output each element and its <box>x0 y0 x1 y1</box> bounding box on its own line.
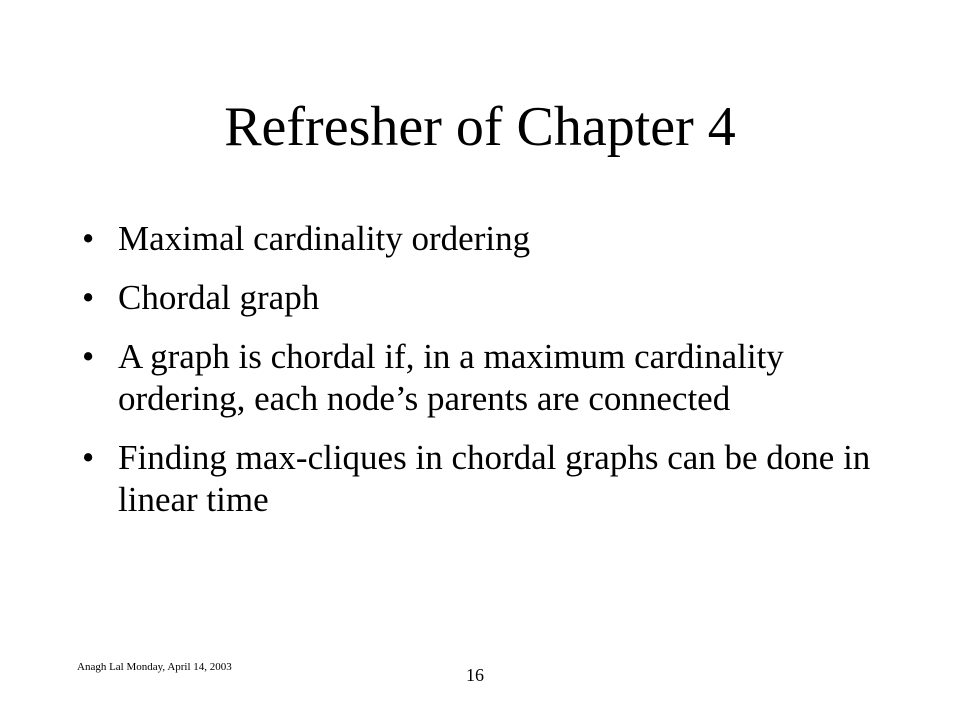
bullet-text: Maximal cardinality ordering <box>118 219 531 258</box>
slide-title: Refresher of Chapter 4 <box>224 96 736 158</box>
bullet-text: A graph is chordal if, in a maximum cardinality ordering, each node’s parents are connected <box>118 337 784 418</box>
bullet-marker: • <box>82 337 95 376</box>
bullet-item <box>82 218 882 260</box>
bullet-item <box>82 277 882 319</box>
bullet-marker: • <box>82 219 95 258</box>
page-number: 16 <box>466 665 484 685</box>
bullet-marker: • <box>82 278 95 317</box>
bullet-marker: • <box>82 438 95 477</box>
bullet-text: Chordal graph <box>118 278 320 317</box>
bullet-item <box>82 437 882 521</box>
bullet-text: Finding max-cliques in chordal graphs can be done in linear time <box>118 438 871 519</box>
footer-author-date: Anagh Lal Monday, April 14, 2003 <box>77 661 232 673</box>
bullet-item <box>82 336 882 420</box>
bullet-list <box>82 218 882 538</box>
